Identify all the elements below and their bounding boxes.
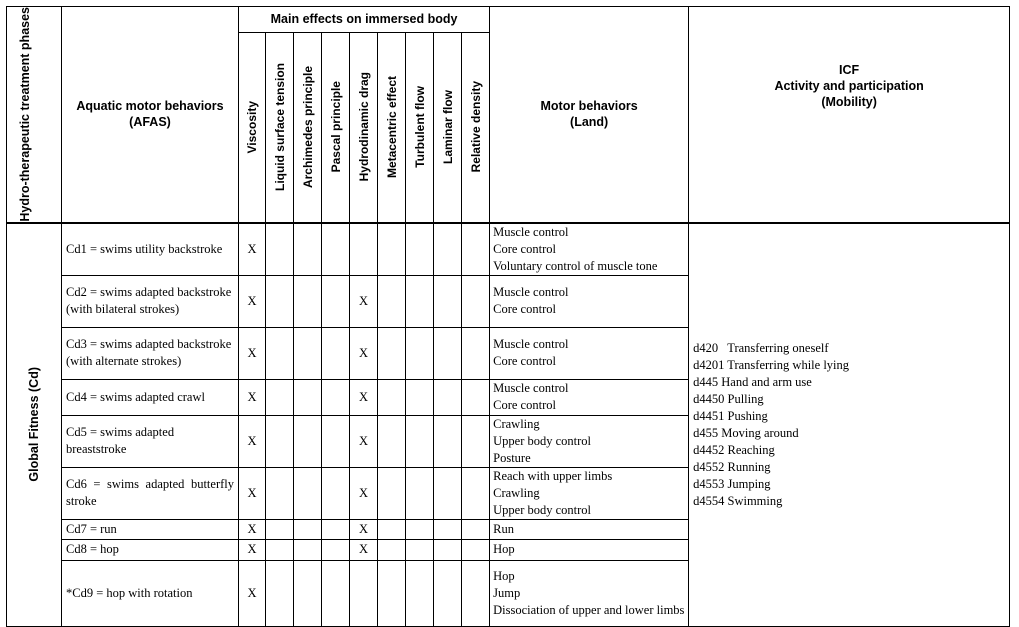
- mark-cell: [378, 379, 406, 415]
- effect-header-archimedes: Archimedes principle: [294, 32, 322, 223]
- effect-header-drag: Hydrodinamic drag: [350, 32, 378, 223]
- main-effects-header: Main effects on immersed body: [239, 7, 490, 33]
- mark-cell: [462, 275, 490, 327]
- mark-cell: [406, 539, 434, 560]
- mark-cell: X: [350, 327, 378, 379]
- mark-cell: X: [350, 519, 378, 539]
- mark-cell: [266, 560, 294, 626]
- phase-cell: Global Fitness (Cd): [7, 223, 62, 627]
- effect-header-density: Relative density: [462, 32, 490, 223]
- land-behavior-cell: Muscle control Core control: [490, 379, 689, 415]
- mark-cell: [266, 275, 294, 327]
- mark-cell: [434, 415, 462, 467]
- mark-cell: X: [350, 275, 378, 327]
- mark-cell: X: [239, 327, 266, 379]
- mark-cell: [378, 519, 406, 539]
- mark-cell: X: [239, 467, 266, 519]
- effect-header-laminar: Laminar flow: [434, 32, 462, 223]
- mark-cell: [434, 223, 462, 276]
- mark-cell: [434, 467, 462, 519]
- mark-cell: [294, 467, 322, 519]
- effect-header-pascal: Pascal principle: [322, 32, 350, 223]
- land-behavior-cell: Run: [490, 519, 689, 539]
- land-header: Motor behaviors (Land): [490, 7, 689, 223]
- effect-header-metacentric: Metacentric effect: [378, 32, 406, 223]
- mark-cell: [406, 379, 434, 415]
- mark-cell: [434, 275, 462, 327]
- mark-cell: [322, 519, 350, 539]
- mark-cell: [266, 223, 294, 276]
- mark-cell: [406, 560, 434, 626]
- mark-cell: [294, 539, 322, 560]
- mark-cell: [266, 539, 294, 560]
- mark-cell: [378, 223, 406, 276]
- icf-codes-cell: d420 Transferring oneself d4201 Transferring while lying d445 Hand and arm use d4450 Pulling d4451 Pushing d455 Moving around d4452 Reaching d4552 Running d4553 Jumping d4554 Swimming: [689, 223, 1010, 627]
- behavior-cell: [62, 467, 239, 519]
- land-behavior-cell: Crawling Upper body control Posture: [490, 415, 689, 467]
- mark-cell: X: [239, 379, 266, 415]
- mark-cell: X: [350, 539, 378, 560]
- mark-cell: [462, 467, 490, 519]
- mark-cell: [462, 223, 490, 276]
- mark-cell: [406, 415, 434, 467]
- effect-header-turbulent: Turbulent flow: [406, 32, 434, 223]
- mark-cell: [294, 379, 322, 415]
- mark-cell: [378, 539, 406, 560]
- mark-cell: [378, 467, 406, 519]
- land-behavior-cell: Muscle control Core control: [490, 275, 689, 327]
- behavior-cell: Cd7 = run: [62, 519, 239, 539]
- mark-cell: [322, 327, 350, 379]
- mark-cell: [406, 519, 434, 539]
- mark-cell: [266, 327, 294, 379]
- mark-cell: [322, 275, 350, 327]
- mark-cell: [378, 327, 406, 379]
- mark-cell: X: [350, 467, 378, 519]
- phase-header: Hydro-therapeutic treatment phases: [7, 7, 62, 223]
- mark-cell: X: [239, 560, 266, 626]
- mark-cell: [266, 415, 294, 467]
- mark-cell: [294, 275, 322, 327]
- behavior-text: Cd6 = swims adapted butterfly stroke: [66, 477, 234, 509]
- land-behavior-cell: Hop Jump Dissociation of upper and lower limbs: [490, 560, 689, 626]
- behavior-cell: Cd2 = swims adapted backstroke (with bilateral strokes): [62, 275, 239, 327]
- mark-cell: X: [350, 415, 378, 467]
- mark-cell: [406, 327, 434, 379]
- mark-cell: [322, 560, 350, 626]
- mark-cell: [350, 223, 378, 276]
- mark-cell: [434, 560, 462, 626]
- mark-cell: [294, 223, 322, 276]
- mark-cell: [322, 539, 350, 560]
- mark-cell: [294, 519, 322, 539]
- mark-cell: [462, 560, 490, 626]
- mark-cell: [294, 560, 322, 626]
- mark-cell: [266, 519, 294, 539]
- effect-header-surface-tension: Liquid surface tension: [266, 32, 294, 223]
- mark-cell: [434, 327, 462, 379]
- mark-cell: [378, 275, 406, 327]
- behavior-cell: Cd1 = swims utility backstroke: [62, 223, 239, 276]
- mark-cell: [322, 415, 350, 467]
- mark-cell: [378, 560, 406, 626]
- mark-cell: X: [239, 223, 266, 276]
- land-behavior-cell: Muscle control Core control Voluntary control of muscle tone: [490, 223, 689, 276]
- mark-cell: [322, 467, 350, 519]
- afas-header: Aquatic motor behaviors (AFAS): [62, 7, 239, 223]
- behavior-cell: Cd8 = hop: [62, 539, 239, 560]
- mark-cell: [462, 327, 490, 379]
- icf-header: ICF Activity and participation (Mobility): [689, 7, 1010, 223]
- behavior-cell: Cd3 = swims adapted backstroke (with alternate strokes): [62, 327, 239, 379]
- table-page: [6, 6, 1010, 617]
- behavior-cell: Cd4 = swims adapted crawl: [62, 379, 239, 415]
- effect-header-viscosity: Viscosity: [239, 32, 266, 223]
- mark-cell: [294, 415, 322, 467]
- mark-cell: [378, 415, 406, 467]
- land-behavior-cell: Muscle control Core control: [490, 327, 689, 379]
- mark-cell: [406, 467, 434, 519]
- mark-cell: X: [350, 379, 378, 415]
- mark-cell: [462, 539, 490, 560]
- mark-cell: [322, 223, 350, 276]
- mark-cell: [406, 275, 434, 327]
- mark-cell: X: [239, 415, 266, 467]
- mark-cell: [462, 379, 490, 415]
- mark-cell: X: [239, 519, 266, 539]
- mark-cell: [462, 519, 490, 539]
- land-behavior-cell: Reach with upper limbs Crawling Upper body control: [490, 467, 689, 519]
- mark-cell: [294, 327, 322, 379]
- mark-cell: [322, 379, 350, 415]
- behavior-cell: *Cd9 = hop with rotation: [62, 560, 239, 626]
- mark-cell: [406, 223, 434, 276]
- mark-cell: [434, 519, 462, 539]
- hydrotherapy-table: [6, 6, 1010, 627]
- mark-cell: [266, 467, 294, 519]
- mark-cell: [266, 379, 294, 415]
- behavior-cell: Cd5 = swims adapted breaststroke: [62, 415, 239, 467]
- mark-cell: [462, 415, 490, 467]
- mark-cell: X: [239, 539, 266, 560]
- mark-cell: [350, 560, 378, 626]
- mark-cell: [434, 379, 462, 415]
- mark-cell: X: [239, 275, 266, 327]
- land-behavior-cell: Hop: [490, 539, 689, 560]
- mark-cell: [434, 539, 462, 560]
